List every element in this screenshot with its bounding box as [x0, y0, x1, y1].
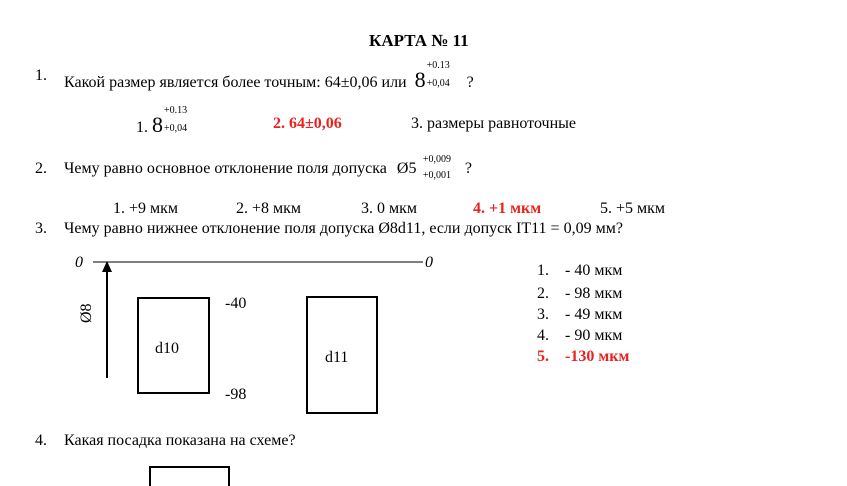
q3-answer-2-num: 2.	[537, 285, 549, 302]
q2-end: ?	[464, 160, 472, 177]
card-title: КАРТА № 11	[369, 31, 469, 50]
q2-tol-lower: +0,001	[422, 170, 452, 181]
q1-answer-2[interactable]: 2. 64±0,06	[273, 115, 342, 132]
q3-answer-3-num: 3.	[537, 306, 549, 323]
d10-label: d10	[155, 340, 179, 357]
q3-answer-5[interactable]: -130 мкм	[565, 348, 630, 365]
q2-answer-1[interactable]: 1. +9 мкм	[113, 200, 179, 217]
q2-answer-5[interactable]: 5. +5 мкм	[600, 200, 666, 217]
zero-line-label-right: 0	[425, 254, 433, 271]
d11-label: d11	[325, 349, 349, 366]
q1-answer-1-tol-upper: +0.13	[164, 105, 188, 116]
size-arrow-head	[102, 261, 112, 272]
q1-answer-3[interactable]: 3. размеры равноточные	[411, 115, 577, 132]
q3-answer-3[interactable]: - 49 мкм	[565, 306, 623, 323]
q2-tol-base: Ø5	[396, 160, 417, 177]
q2-text-before: Чему равно основное отклонение поля допуска	[64, 160, 387, 177]
q4-text: Какая посадка показана на схеме?	[64, 432, 296, 449]
q1-answer-1-tol-lower: +0,04	[164, 123, 188, 134]
q1-answer-1-num: 1.	[136, 119, 148, 136]
q3-number: 3.	[35, 220, 47, 237]
q3-text: Чему равно нижнее отклонение поля допуска Ø8d11, если допуск IT11 = 0,09 мм?	[64, 220, 623, 237]
q1-answer-1-tol-base: 8	[152, 112, 163, 137]
q1-tol-upper: +0.13	[426, 60, 450, 71]
q3-answer-4-num: 4.	[537, 327, 549, 344]
q1-text-before: Какой размер является более точным: 64±0,06 или	[64, 74, 407, 91]
q3-answer-2[interactable]: - 98 мкм	[565, 285, 623, 302]
zero-line-label-left: 0	[75, 254, 83, 271]
q3-answer-1[interactable]: - 40 мкм	[565, 262, 623, 279]
q2-answer-4[interactable]: 4. +1 мкм	[473, 200, 542, 217]
upper-deviation-label: -40	[225, 295, 247, 312]
q4-number: 4.	[35, 432, 47, 449]
lower-deviation-label: -98	[225, 386, 247, 403]
q2-answer-3[interactable]: 3. 0 мкм	[361, 200, 418, 217]
q3-answer-5-num: 5.	[537, 348, 549, 365]
q3-answer-1-num: 1.	[537, 262, 549, 279]
q1-tol-base: 8	[414, 67, 426, 92]
nominal-size-label: Ø8	[78, 303, 95, 323]
q2-number: 2.	[35, 160, 47, 177]
q2-tol-upper: +0,009	[422, 154, 452, 165]
q1-tol-lower: +0,04	[426, 78, 450, 89]
q3-answer-4[interactable]: - 90 мкм	[565, 327, 623, 344]
q1-number: 1.	[35, 67, 47, 84]
q2-answer-2[interactable]: 2. +8 мкм	[236, 200, 302, 217]
q4-diagram-box	[149, 466, 230, 486]
q1-end: ?	[466, 74, 474, 91]
